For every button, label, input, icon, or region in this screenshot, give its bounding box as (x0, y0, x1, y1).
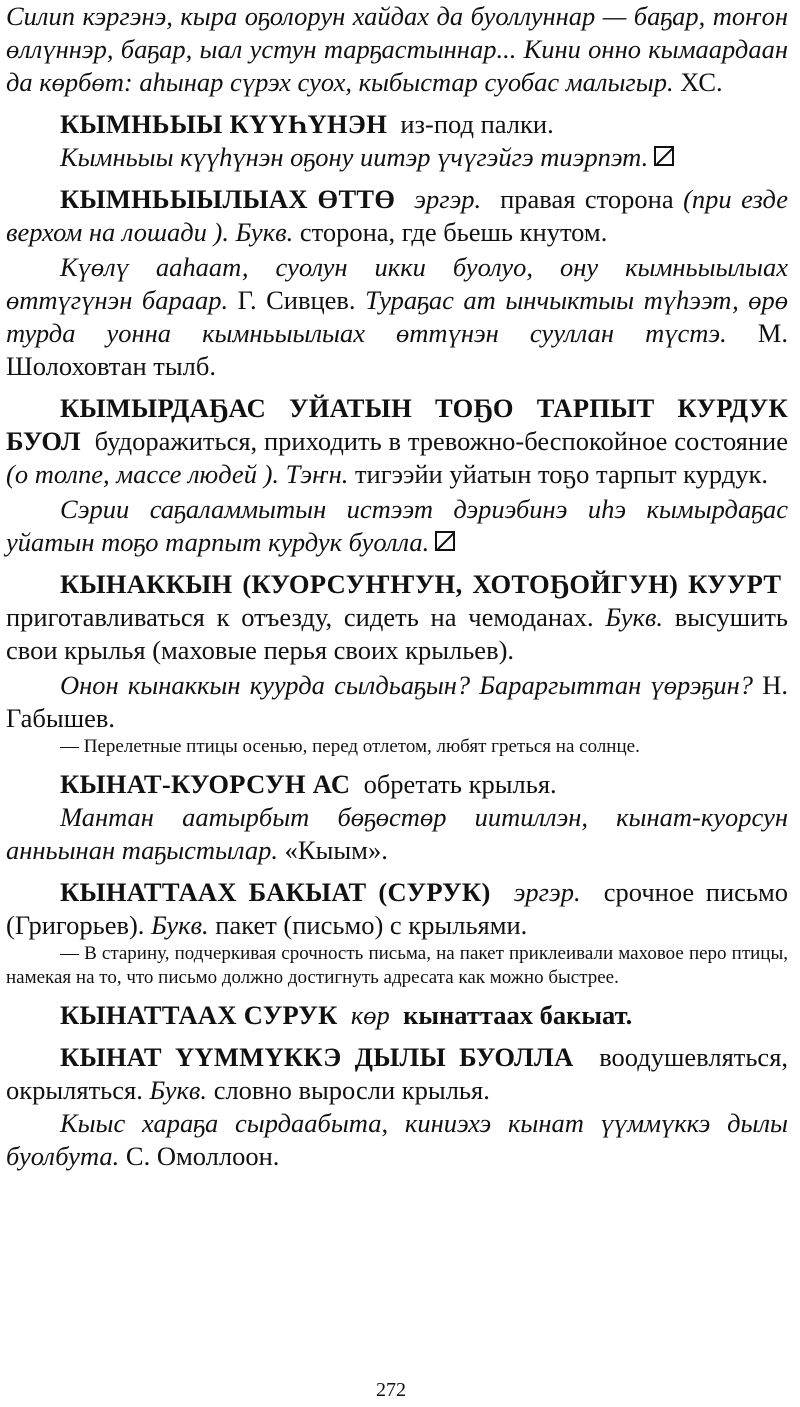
headword: КЫМНЬЫЫ КҮҮҺҮНЭН (60, 109, 388, 139)
headword: КЫНАТ ҮҮММҮККЭ ДЫЛЫ БУОЛЛА (60, 1042, 574, 1072)
entry (6, 392, 788, 491)
literal-label: Букв. (151, 910, 209, 940)
crossed-box-icon (435, 531, 455, 551)
headword: КЫНАТТААХ БАКЫАТ (СУРУК) (60, 877, 491, 907)
headword: КЫМЫРДАҔАС УЙАТЫН ТОҔО ТАРПЫТ КУРДУК БУОЛ (6, 393, 788, 456)
headword: КЫНАККЫН (КУОРСУҤҤУН, ХОТОҔОЙГУН) КУУРТ (60, 569, 782, 599)
crossed-box-icon (654, 146, 674, 166)
usage-mark: эргэр. (414, 184, 482, 214)
entry (6, 768, 788, 801)
example-text: Кымньыы күүһүнэн оҕону иитэр үчүгэйгэ тиэрпэт. (6, 141, 788, 174)
literal-label: Букв. (149, 1075, 208, 1105)
example-text: Мантан аатырбыт бөҕөстөр иитиллэн, кынат-куорсун анньынан таҕыстылар. «Кыым». (6, 802, 788, 865)
gloss: (при езде верхом на лошади ). (6, 184, 789, 247)
usage-note: — Перелетные птицы осенью, перед отлетом, любят греться на солнце. (60, 736, 640, 757)
page-number: 272 (376, 1379, 406, 1401)
example-text: Кыыс хараҕа сырдаабыта, киниэхэ кынат үүммүккэ дылы буолбута. С. Омоллоон. (6, 1108, 788, 1171)
gloss: (о толпе, массе людей ). (6, 459, 280, 489)
entry (6, 183, 788, 249)
literal-label: Тэҥн. (285, 459, 349, 489)
literal: словно выросли крылья. (213, 1075, 490, 1105)
definition: обретать крылья. (363, 769, 557, 799)
literal: тигээйи уйатын тоҕо тарпыт курдук. (354, 459, 769, 489)
definition: воодушевляться, окрыляться. (6, 1042, 789, 1105)
definition: из-под палки. (400, 109, 554, 139)
example-text: Силип кэргэнэ, кыра оҕолорун хайдах да буоллуннар — баҕар, тоҥон өллүннэр, баҕар, ыал устун тарҕастыннар... Кини онно кымаардаан да көрбөт: аһынар сүрэх суох, кыбыстар суобас малыгыр. ХС. (6, 1, 788, 97)
definition: будоражиться, приходить в тревожно-беспокойное состояние (94, 426, 788, 456)
definition: приготавливаться к отъезду, сидеть на чемоданах. (6, 602, 594, 632)
usage-note: — В старину, подчеркивая срочность письма, на пакет приклеивали маховое перо птицы, намекая на то, что письмо должно достигнуть адресата как можно быстрее. (6, 943, 788, 988)
headword: КЫМНЬЫЫЛЫАХ ӨТТӨ (60, 184, 396, 214)
literal-label: Букв. (605, 602, 664, 632)
definition: правая сторона (500, 184, 674, 214)
entry (6, 568, 788, 667)
cross-reference: кынаттаах бакыат. (403, 1000, 633, 1030)
headword: КЫНАТТААХ СУРУК (60, 1000, 338, 1030)
entry (6, 1041, 788, 1107)
literal: высушить свои крылья (маховые перья своих крыльев). (6, 602, 789, 665)
entry (6, 108, 788, 141)
headword: КЫНАТ-КУОРСУН АС (60, 769, 351, 799)
entry (6, 999, 788, 1032)
dictionary-page (6, 0, 788, 1173)
definition: срочное письмо (Григорьев). (6, 877, 789, 940)
example-text: Күөлү ааһаат, суолун икки буолуо, ону кымньыылыах өттүгүнэн бараар. Г. Сивцев. Тураҕас ат ынчыктыы түһээт, өрө турда уонна кымньыылыах өттүнэн сууллан түстэ. М. Шолоховтан тылб. (6, 252, 788, 381)
example-text: Сэрии саҕаламмытын истээт дэриэбинэ иһэ кымырдаҕас уйатын тоҕо тарпыт курдук буолла. (6, 494, 788, 557)
entry (6, 876, 788, 942)
literal-label: Букв. (235, 217, 294, 247)
usage-mark: эргэр. (513, 877, 581, 907)
example-text: Онон кынаккын куурда сылдьаҕын? Бараргыттан үөрэҕин? Н. Габышев. (6, 670, 788, 733)
usage-mark: көр (350, 1000, 390, 1030)
literal: сторона, где бьешь кнутом. (299, 217, 608, 247)
literal: пакет (письмо) с крыльями. (215, 910, 528, 940)
